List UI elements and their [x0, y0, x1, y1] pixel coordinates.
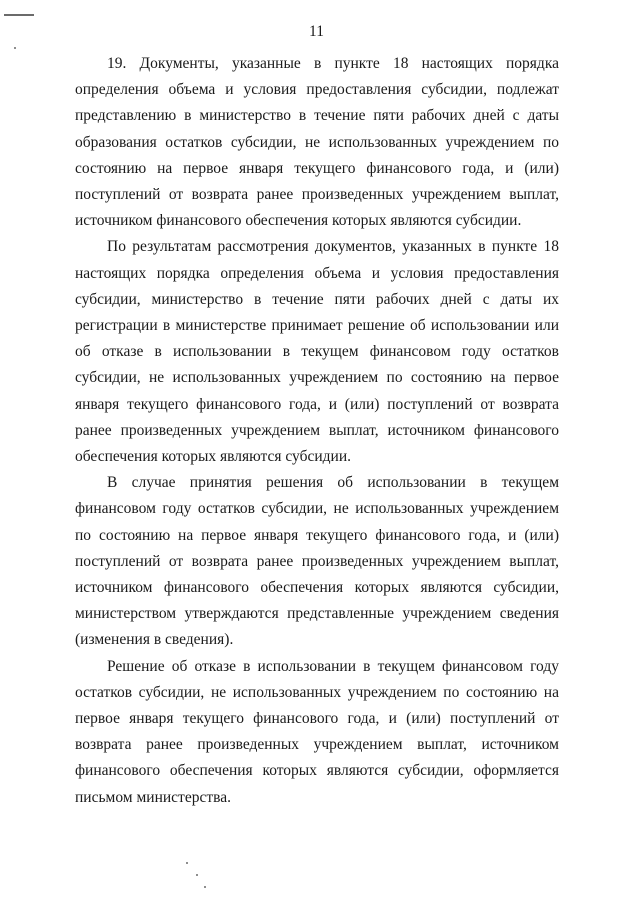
scan-speck: [186, 862, 188, 864]
scan-speck: [196, 874, 198, 876]
scan-speck: [14, 47, 16, 49]
scan-edge-mark: [4, 14, 34, 16]
document-body: [75, 51, 559, 811]
paragraph-19-documents-submission: 19. Документы, указанные в пункте 18 настоящих порядка определения объема и условия предоставления субсидии, подлежат представлению в министерство в течение пяти рабочих дней с даты образования остатков субсидии, не использованных учреждением по состоянию на первое января текущего финансового года, и (или) поступлений от возврата ранее произведенных учреждением выплат, источником финансового обеспечения которых являются субсидии.: [75, 55, 559, 230]
paragraph-review-results: По результатам рассмотрения документов, указанных в пункте 18 настоящих порядка определения объема и условия предоставления субсидии, министерство в течение пяти рабочих дней с даты их регистрации в министерстве принимает решение об использовании или об отказе в использовании в текущем финансовом году остатков субсидии, не использованных учреждением по состоянию на первое января текущего финансового года, и (или) поступлений от возврата ранее произведенных учреждением выплат, источником финансового обеспечения которых являются субсидии.: [75, 238, 559, 466]
scan-speck: [204, 886, 206, 888]
paragraph-approval-case: В случае принятия решения об использовании в текущем финансовом году остатков субсидии, не использованных учреждением по состоянию на первое января текущего финансового года, и (или) поступлений от возврата ранее произведенных учреждением выплат, источником финансового обеспечения которых являются субсидии, министерством утверждаются представленные учреждением сведения (изменения в сведения).: [75, 474, 559, 649]
page-number: 11: [309, 23, 324, 40]
paragraph-refusal-decision: Решение об отказе в использовании в текущем финансовом году остатков субсидии, не использованных учреждением по состоянию на первое января текущего финансового года, и (или) поступлений от возврата ранее произведенных учреждением выплат, источником финансового обеспечения которых являются субсидии, оформляется письмом министерства.: [75, 657, 559, 806]
